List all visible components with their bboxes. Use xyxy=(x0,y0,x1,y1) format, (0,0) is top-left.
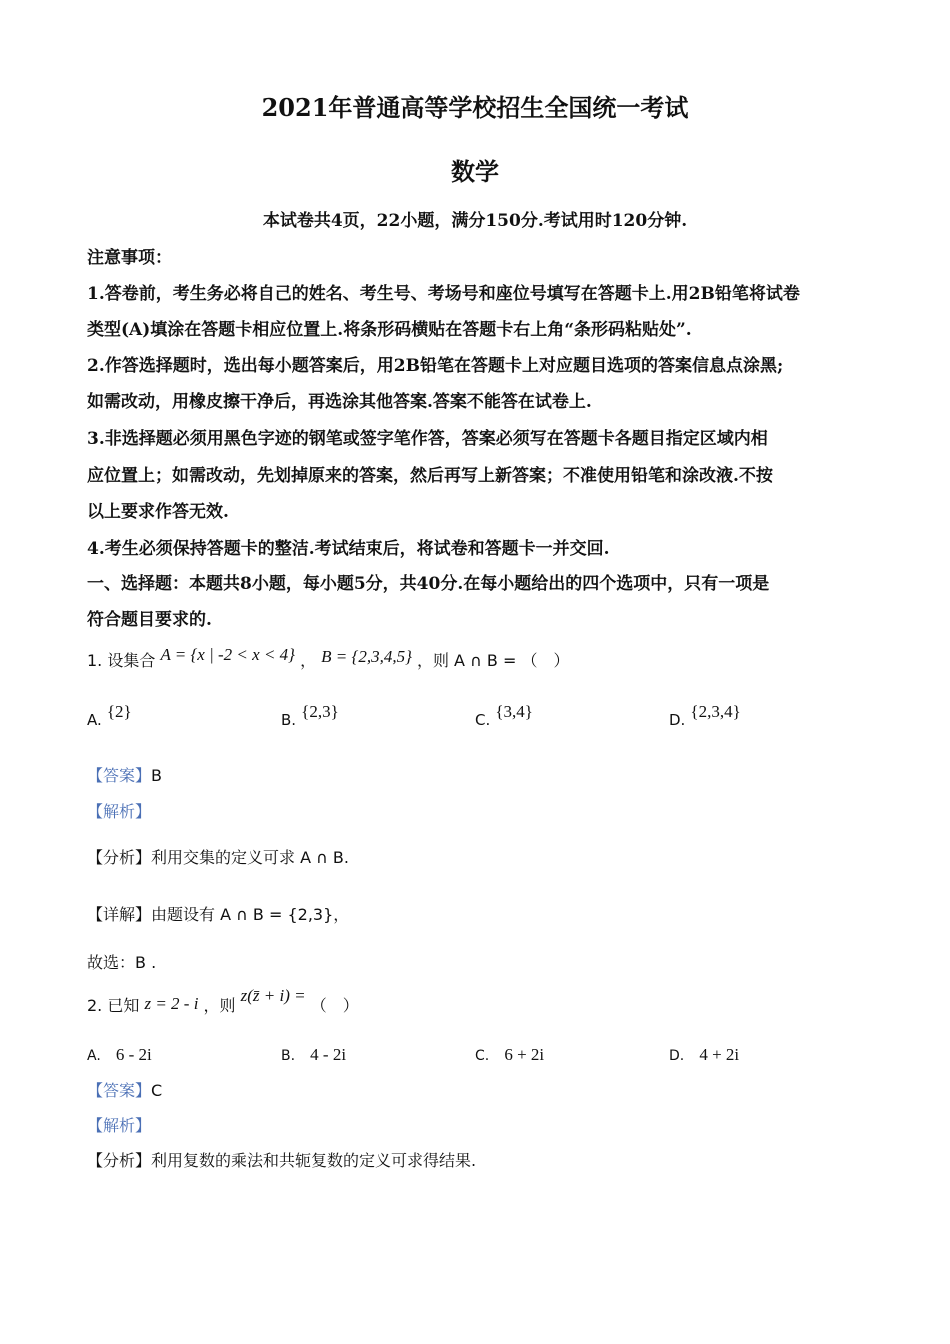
note-line: 如需改动，用橡皮擦干净后，再选涂其他答案.答案不能答在试卷上. xyxy=(87,392,592,412)
question-2-tail: （ ） xyxy=(310,996,359,1015)
note-line: 2.作答选择题时，选出每小题答案后，用2B铅笔在答题卡上对应题目选项的答案信息点涂黑; xyxy=(87,356,784,376)
option-letter: D. xyxy=(669,711,686,729)
option-value: {2,3,4} xyxy=(690,702,741,721)
answer-line-2 xyxy=(87,1078,162,1101)
notes-heading: 注意事项： xyxy=(87,248,172,268)
subject-title: 数学 xyxy=(451,157,499,186)
question-1-prefix: 1. 设集合 xyxy=(87,651,156,670)
question-2-stem xyxy=(87,986,359,1016)
option-letter: C. xyxy=(475,1048,490,1064)
answer-value: C xyxy=(151,1081,163,1100)
note-line: 1.答卷前，考生务必将自己的姓名、考生号、考场号和座位号填写在答题卡上.用2B铅笔将试卷 xyxy=(87,284,800,304)
option-d[interactable] xyxy=(669,702,741,730)
option-d[interactable] xyxy=(669,1045,739,1065)
option-letter: C. xyxy=(475,711,491,729)
section-heading: 一、选择题：本题共8小题，每小题5分，共40分.在每小题给出的四个选项中，只有一项是 xyxy=(87,574,770,594)
option-a[interactable] xyxy=(87,702,132,730)
note-line: 以上要求作答无效. xyxy=(87,502,229,522)
set-b-expr: B = {2,3,4,5} xyxy=(321,647,412,666)
section-heading-cont: 符合题目要求的. xyxy=(87,610,212,630)
option-value: {2,3} xyxy=(301,702,339,721)
question-2-mid: ，则 xyxy=(203,996,236,1015)
note-line: 应位置上；如需改动，先划掉原来的答案，然后再写上新答案；不准使用铅笔和涂改液.不按 xyxy=(87,466,773,486)
answer-line-1 xyxy=(87,763,162,786)
option-b[interactable] xyxy=(281,702,339,730)
question-2-prefix: 2. 已知 xyxy=(87,996,140,1015)
option-value: 6 + 2i xyxy=(504,1045,545,1064)
option-letter: A. xyxy=(87,1048,101,1064)
answer-tag: 【答案】 xyxy=(87,766,152,785)
option-b[interactable] xyxy=(281,1045,346,1065)
option-letter: B. xyxy=(281,711,297,729)
answer-tag: 【答案】 xyxy=(87,1081,152,1100)
answer-value: B xyxy=(151,766,162,785)
option-value: {2} xyxy=(106,702,132,721)
analysis-tag: 【解析】 xyxy=(87,1116,152,1135)
set-a-expr: A = {x | -2 < x < 4} xyxy=(160,645,295,664)
option-value: 6 - 2i xyxy=(115,1045,152,1064)
option-c[interactable] xyxy=(475,1045,544,1065)
exam-title: 2021年普通高等学校招生全国统一考试 xyxy=(261,93,689,122)
option-value: {3,4} xyxy=(495,702,533,721)
analysis-fenxi: 【分析】利用复数的乘法和共轭复数的定义可求得结果. xyxy=(87,1151,477,1170)
conclusion: 故选：B . xyxy=(87,953,157,972)
option-letter: D. xyxy=(669,1048,685,1064)
option-a[interactable] xyxy=(87,1045,152,1065)
z-expression: z(z̄ + i) = xyxy=(240,986,306,1005)
question-1-stem xyxy=(87,645,570,671)
option-c[interactable] xyxy=(475,702,533,730)
exam-info: 本试卷共4页，22小题，满分150分.考试用时120分钟. xyxy=(262,211,688,231)
note-line: 3.非选择题必须用黑色字迹的钢笔或签字笔作答，答案必须写在答题卡各题目指定区域内相 xyxy=(87,429,768,449)
option-value: 4 - 2i xyxy=(310,1045,347,1064)
z-definition: z = 2 - i xyxy=(144,994,199,1013)
option-value: 4 + 2i xyxy=(699,1045,740,1064)
separator: ， xyxy=(300,651,317,670)
note-line: 类型(A)填涂在答题卡相应位置上.将条形码横贴在答题卡右上角“条形码粘贴处”. xyxy=(87,320,692,340)
option-letter: B. xyxy=(281,1048,296,1064)
question-1-tail: ，则 A ∩ B = （ ） xyxy=(416,651,570,670)
analysis-xiangjie: 【详解】由题设有 A ∩ B = {2,3}， xyxy=(87,905,350,924)
analysis-fenxi: 【分析】利用交集的定义可求 A ∩ B. xyxy=(87,848,349,867)
note-line: 4.考生必须保持答题卡的整洁.考试结束后，将试卷和答题卡一并交回. xyxy=(87,539,610,559)
option-letter: A. xyxy=(87,711,102,729)
analysis-tag: 【解析】 xyxy=(87,802,152,821)
